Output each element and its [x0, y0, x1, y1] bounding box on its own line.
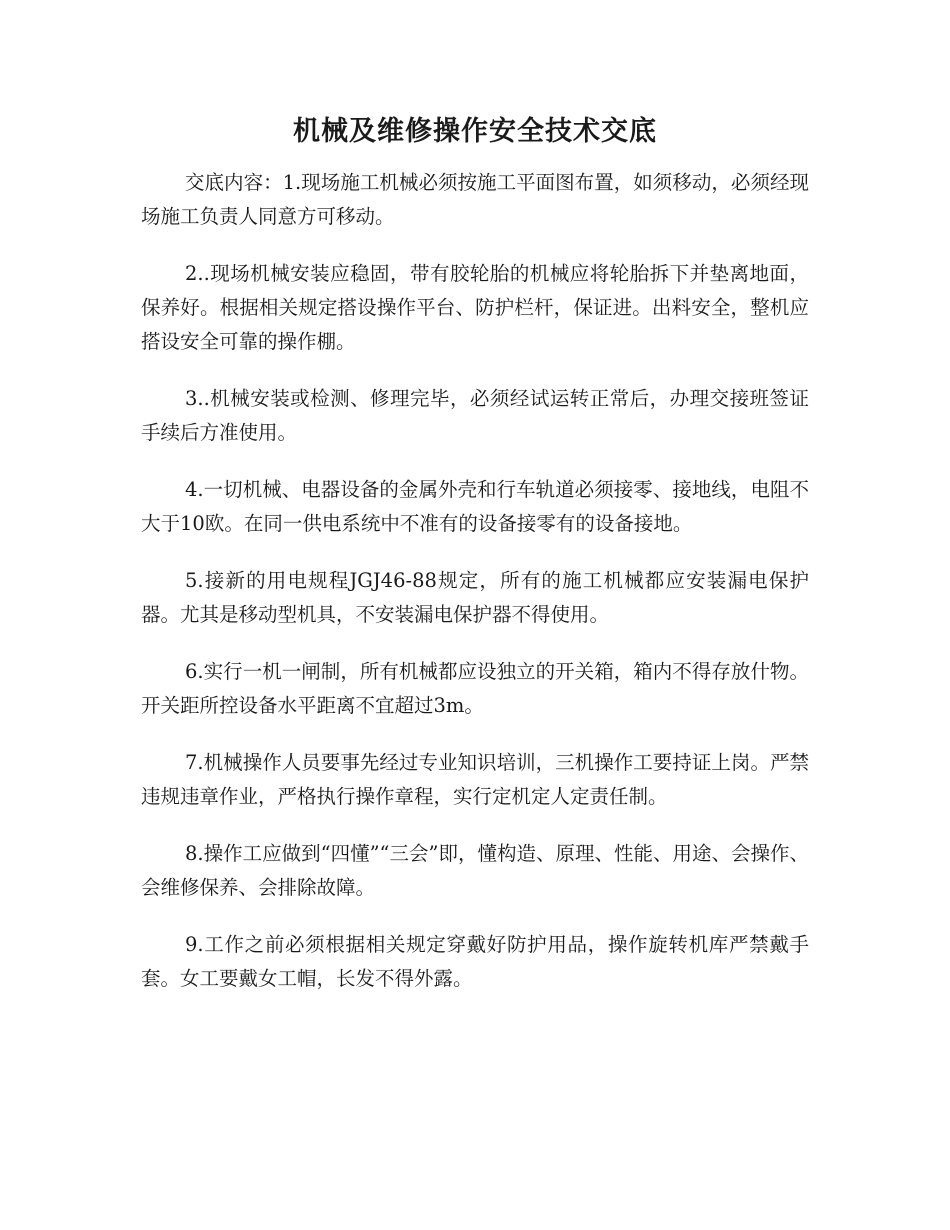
- paragraph-8: 8.操作工应做到“四懂”“三会”即，懂构造、原理、性能、用途、会操作、会维修保养、会排除故障。: [141, 842, 809, 899]
- paragraph-7: 7.机械操作人员要事先经过专业知识培训，三机操作工要持证上岗。严禁违规违章作业，严格执行操作章程，实行定机定人定责任制。: [141, 751, 809, 808]
- document-body: [141, 166, 809, 1019]
- paragraph-1: 交底内容：1.现场施工机械必须按施工平面图布置，如须移动，必须经现场施工负责人同意方可移动。: [141, 171, 809, 228]
- paragraph-2: 2..现场机械安装应稳固，带有胶轮胎的机械应将轮胎拆下并垫离地面，保养好。根据相关规定搭设操作平台、防护栏杆，保证进。出料安全，整机应搭设安全可靠的操作棚。: [141, 262, 809, 353]
- paragraph-9: 9.工作之前必须根据相关规定穿戴好防护用品，操作旋转机库严禁戴手套。女工要戴女工帽，长发不得外露。: [141, 933, 809, 990]
- paragraph-4: 4.一切机械、电器设备的金属外壳和行车轨道必须接零、接地线，电阻不大于10欧。在同一供电系统中不准有的设备接零有的设备接地。: [141, 478, 809, 535]
- paragraph-6: 6.实行一机一闸制，所有机械都应设独立的开关箱，箱内不得存放什物。开关距所控设备水平距离不宜超过3m。: [141, 660, 809, 717]
- paragraph-5: 5.接新的用电规程JGJ46-88规定，所有的施工机械都应安装漏电保护器。尤其是移动型机具，不安装漏电保护器不得使用。: [141, 569, 809, 626]
- paragraph-3: 3..机械安装或检测、修理完毕，必须经试运转正常后，办理交接班签证手续后方准使用。: [141, 387, 809, 444]
- document-title: 机械及维修操作安全技术交底: [293, 116, 657, 147]
